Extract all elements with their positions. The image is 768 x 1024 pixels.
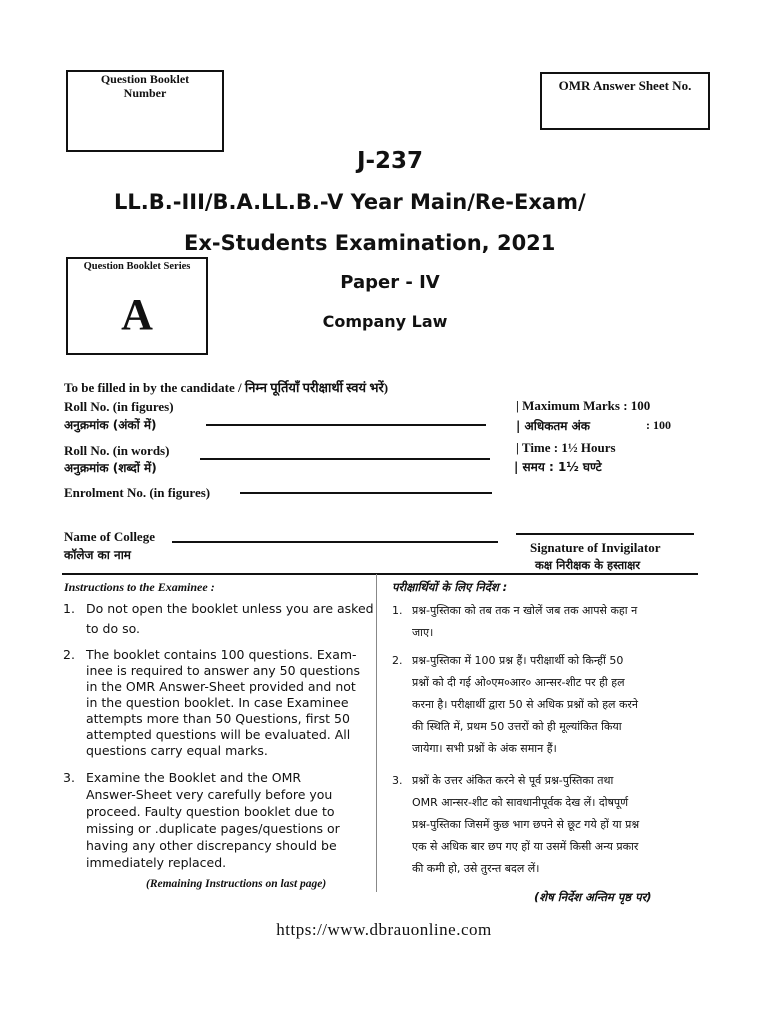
exam-title-line1: LL.B.-III/B.A.LL.B.-V Year Main/Re-Exam/: [114, 190, 586, 214]
booklet-number-label-2: Number: [123, 86, 167, 100]
instruction-hi-1-line-1: प्रश्न-पुस्तिका को तब तक न खोलें जब तक आपसे कहा न: [412, 604, 638, 617]
instructions-hi-heading: परीक्षार्थियों के लिए निर्देश :: [392, 580, 508, 594]
college-label-hindi: कॉलेज का नाम: [64, 548, 131, 562]
instruction-hi-2-number: 2.: [392, 654, 403, 667]
college-label: Name of College: [64, 529, 155, 544]
booklet-series-label: Question Booklet Series: [83, 261, 191, 272]
booklet-number-box: [66, 70, 224, 152]
roll-words-label: Roll No. (in words): [64, 443, 170, 458]
omr-sheet-box: [540, 72, 710, 130]
enrolment-line[interactable]: [240, 492, 492, 494]
instruction-en-3-line-4: missing or .duplicate pages/questions or: [86, 821, 340, 836]
college-line[interactable]: [172, 541, 498, 543]
roll-words-label-hindi: अनुक्रमांक (शब्दों में): [64, 461, 157, 475]
instruction-en-2-line-2: inee is required to answer any 50 questions: [86, 663, 361, 678]
watermark-url[interactable]: https://www.dbrauonline.com: [276, 920, 492, 939]
instruction-hi-2-line-4: की स्थिति में, प्रथम 50 उत्तरों को ही मूल्यांकित किया: [412, 720, 622, 733]
booklet-series-value: A: [121, 290, 153, 339]
time-duration-hindi: | समय : 1½ घण्टे: [514, 460, 602, 474]
subject-title: Company Law: [322, 312, 448, 331]
booklet-number-label-1: Question Booklet: [100, 72, 190, 86]
candidate-intro: To be filled in by the candidate / निम्न पूर्तियाँ परीक्षार्थी स्वयं भरें): [64, 380, 389, 395]
column-divider: [376, 574, 377, 892]
section-divider: [62, 573, 698, 575]
instruction-en-2-line-7: questions carry equal marks.: [86, 743, 268, 758]
instruction-en-2-number: 2.: [63, 647, 75, 662]
instruction-hi-3-line-5: की कमी हो, उसे तुरन्त बदल लें।: [412, 862, 540, 875]
omr-sheet-label: OMR Answer Sheet No.: [558, 78, 692, 93]
instruction-hi-3-line-3: प्रश्न-पुस्तिका जिसमें कुछ भाग छपने से छूट गये हों या प्रश्न: [412, 818, 640, 831]
instruction-en-2-line-5: attempts more than 50 Questions, first 50: [86, 711, 350, 726]
roll-figures-label-hindi: अनुक्रमांक (अंकों में): [64, 418, 157, 432]
booklet-series-box: [66, 257, 208, 355]
instruction-en-3-line-5: having any other discrepancy should be: [86, 838, 337, 853]
roll-figures-label: Roll No. (in figures): [64, 399, 174, 414]
instruction-hi-3-number: 3.: [392, 774, 403, 787]
instructions-hi-footer: (शेष निर्देश अन्तिम पृष्ठ पर): [534, 890, 652, 904]
roll-words-line[interactable]: [200, 458, 490, 460]
enrolment-label: Enrolment No. (in figures): [64, 485, 211, 500]
instruction-en-3-line-3: proceed. Faulty question booklet due to: [86, 804, 335, 819]
instructions-en-footer: (Remaining Instructions on last page): [146, 878, 327, 890]
instructions-en-heading: Instructions to the Examinee :: [64, 580, 215, 594]
instruction-en-3-number: 3.: [63, 770, 75, 785]
invigilator-signature-line[interactable]: [516, 533, 694, 535]
exam-code: J-237: [356, 148, 424, 174]
instruction-hi-1-number: 1.: [392, 604, 403, 617]
instruction-hi-3-line-2: OMR आन्सर-शीट को सावधानीपूर्वक देख लें। दोषपूर्ण: [412, 796, 629, 809]
invigilator-label-hindi: कक्ष निरीक्षक के हस्ताक्षर: [535, 558, 641, 572]
instruction-en-3-line-6: immediately replaced.: [86, 855, 227, 870]
instruction-hi-1-line-2: जाए।: [412, 626, 434, 639]
instruction-hi-3-line-1: प्रश्नों के उत्तर अंकित करने से पूर्व प्रश्न-पुस्तिका तथा: [412, 774, 614, 787]
instruction-en-2-line-3: in the OMR Answer-Sheet provided and not: [86, 679, 356, 694]
instruction-en-3-line-1: Examine the Booklet and the OMR: [86, 770, 302, 785]
paper-number: Paper - IV: [340, 272, 440, 293]
max-marks-hindi-value: : 100: [646, 418, 671, 432]
invigilator-label: Signature of Invigilator: [530, 540, 661, 555]
instruction-en-2-line-6: attempted questions will be evaluated. All: [86, 727, 351, 742]
instruction-en-1-line-1: Do not open the booklet unless you are asked: [86, 601, 374, 616]
instruction-en-1-line-2: to do so.: [86, 621, 140, 636]
max-marks-hindi-label: | अधिकतम अंक: [516, 419, 591, 433]
instruction-hi-3-line-4: एक से अधिक बार छप गए हों या उसमें किसी अन्य प्रकार: [412, 840, 639, 853]
max-marks: | Maximum Marks : 100: [516, 398, 651, 413]
roll-figures-line[interactable]: [206, 424, 486, 426]
instruction-hi-2-line-5: जायेगा। सभी प्रश्नों के अंक समान हैं।: [412, 742, 557, 755]
exam-title-line2: Ex-Students Examination, 2021: [184, 231, 556, 255]
instruction-en-2-line-1: The booklet contains 100 questions. Exam-: [86, 647, 357, 662]
instruction-hi-2-line-2: प्रश्नों को दी गई ओ०एम०आर० आन्सर-शीट पर ही हल: [412, 676, 625, 689]
instruction-hi-2-line-1: प्रश्न-पुस्तिका में 100 प्रश्न हैं। परीक्षार्थी को किन्हीं 50: [412, 654, 624, 667]
instruction-en-2-line-4: in the question booklet. In case Examinee: [86, 695, 349, 710]
instruction-hi-2-line-3: करना है। परीक्षार्थी द्वारा 50 से अधिक प्रश्नों को हल करने: [412, 698, 639, 711]
instruction-en-3-line-2: Answer-Sheet very carefully before you: [86, 787, 333, 802]
time-duration: | Time : 1½ Hours: [516, 440, 616, 455]
instruction-en-1-number: 1.: [63, 601, 75, 616]
